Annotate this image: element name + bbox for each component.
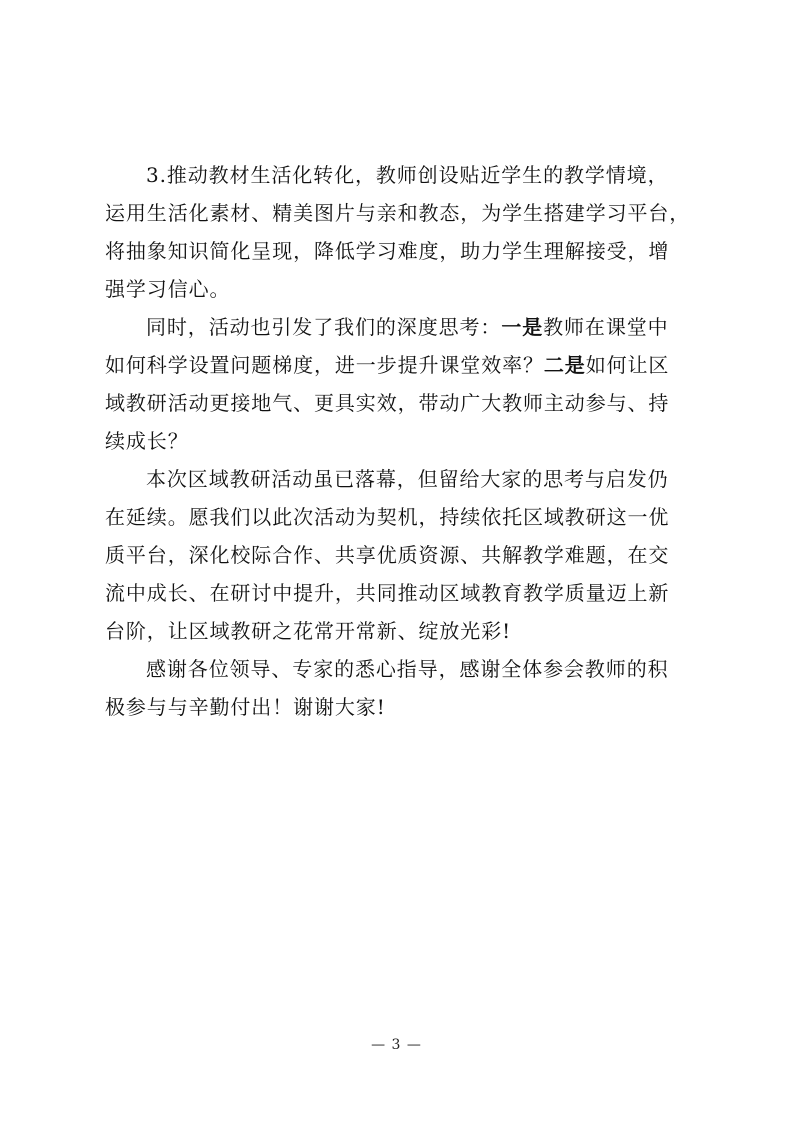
emphasis-second-point: 二是 bbox=[543, 353, 586, 377]
text-line: 感谢各位领导、专家的悉心指导，感谢全体参会教师的积 bbox=[146, 657, 669, 681]
text-line: 域教研活动更接地气、更具实效，带动广大教师主动参与、持 bbox=[105, 391, 670, 415]
paragraph-textbook-transformation bbox=[105, 156, 695, 308]
text-run: 同时，活动也引发了我们的深度思考： bbox=[146, 315, 502, 339]
text-line: 将抽象知识简化呈现，降低学习难度，助力学生理解接受，增 bbox=[105, 239, 670, 263]
text-line: 质平台，深化校际合作、共享优质资源、共解教学难题，在交 bbox=[105, 543, 670, 567]
text-line: 3.推动教材生活化转化，教师创设贴近学生的教学情境， bbox=[146, 163, 669, 187]
page-number: — 3 — bbox=[371, 1037, 422, 1053]
emphasis-first-point: 一是 bbox=[501, 315, 544, 339]
text-line: 台阶，让区域教研之花常开常新、绽放光彩! bbox=[105, 619, 512, 643]
paragraph-closing-outlook bbox=[105, 460, 695, 650]
text-run: 教师在课堂中 bbox=[543, 315, 669, 339]
text-line: 强学习信心。 bbox=[105, 277, 231, 301]
paragraph-acknowledgements bbox=[105, 650, 695, 726]
text-line: 运用生活化素材、精美图片与亲和教态，为学生搭建学习平台， bbox=[105, 201, 691, 225]
paragraph-deep-reflection bbox=[105, 308, 695, 460]
text-line: 续成长？ bbox=[105, 429, 189, 453]
text-line bbox=[105, 308, 695, 346]
text-line: 本次区域教研活动虽已落幕，但留给大家的思考与启发仍 bbox=[146, 467, 669, 491]
document-body bbox=[105, 156, 695, 726]
text-line: 流中成长、在研讨中提升，共同推动区域教育教学质量迈上新 bbox=[105, 581, 670, 605]
text-run: 如何科学设置问题梯度，进一步提升课堂效率？ bbox=[105, 353, 544, 377]
text-line: 极参与与辛勤付出！谢谢大家! bbox=[105, 695, 386, 719]
text-line: 在延续。愿我们以此次活动为契机，持续依托区域教研这一优 bbox=[105, 505, 670, 529]
text-run: 如何让区 bbox=[585, 353, 670, 377]
text-line bbox=[105, 346, 695, 384]
